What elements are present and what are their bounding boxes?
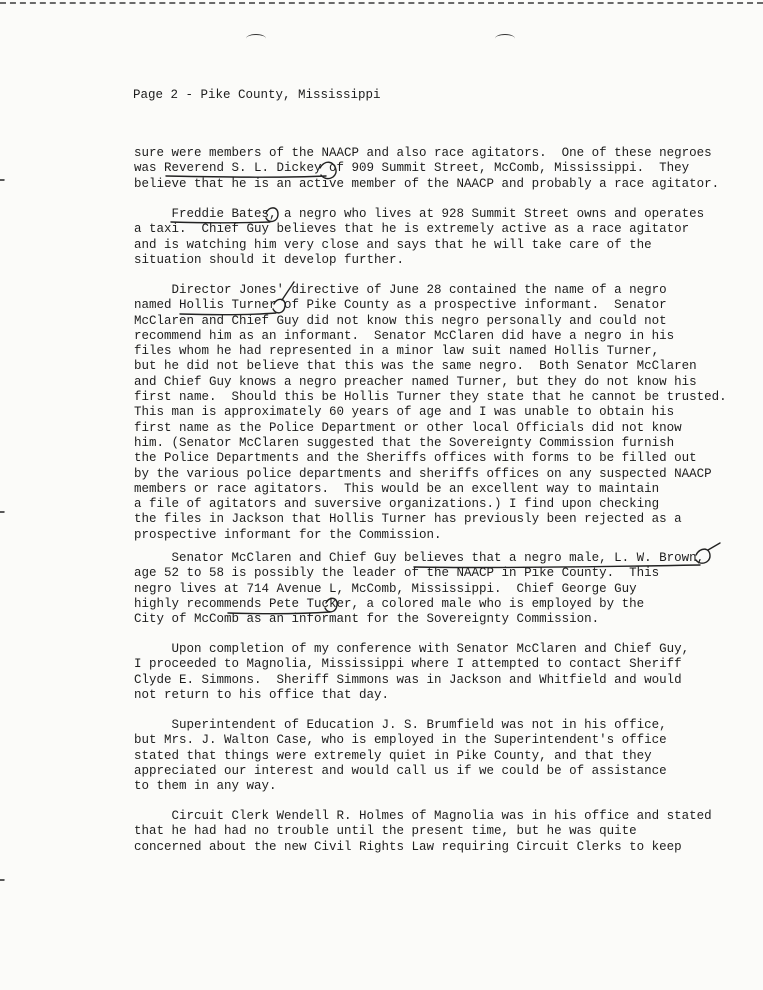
text-line: concerned about the new Civil Rights Law requiring Circuit Clerks to keep: [134, 839, 682, 854]
text-line: I proceeded to Magnolia, Mississippi where I attempted to contact Sheriff: [134, 657, 682, 672]
text-line: a taxi. Chief Guy believes that he is extremely active as a race agitator: [134, 222, 690, 237]
page-header: Page 2 - Pike County, Mississippi: [133, 88, 381, 102]
text-line: situation should it develop further.: [134, 252, 405, 267]
text-line: the files in Jackson that Hollis Turner has previously been rejected as a: [134, 512, 682, 527]
text-line: by the various police departments and sheriffs offices on any suspected NAACP: [134, 466, 712, 481]
text-line: believe that he is an active member of the NAACP and probably a race agitator.: [134, 176, 720, 191]
text-line: but Mrs. J. Walton Case, who is employed in the Superintendent's office: [134, 733, 667, 748]
text-line: him. (Senator McClaren suggested that the Sovereignty Commission furnish: [134, 435, 675, 450]
punch-mark-left: [246, 34, 266, 43]
text-line: Director Jones' directive of June 28 contained the name of a negro: [134, 283, 667, 297]
text-line: Senator McClaren and Chief Guy believes that a negro male, L. W. Brown,: [134, 551, 705, 565]
text-line: was Reverend S. L. Dickey of 909 Summit Street, McComb, Mississippi. They: [134, 161, 690, 176]
text-line: City of McComb as an informant for the Sovereignty Commission.: [134, 612, 600, 627]
text-line: Superintendent of Education J. S. Brumfield was not in his office,: [134, 718, 667, 732]
text-line: not return to his office that day.: [134, 687, 390, 702]
text-line: Clyde E. Simmons. Sheriff Simmons was in Jackson and Whitfield and would: [134, 672, 682, 687]
text-line: prospective informant for the Commission.: [134, 527, 442, 542]
text-line: negro lives at 714 Avenue L, McComb, Mississippi. Chief George Guy: [134, 581, 637, 596]
paragraph-dickey: [134, 146, 719, 192]
text-line: that he had had no trouble until the present time, but he was quite: [134, 824, 637, 839]
text-line: and Chief Guy knows a negro preacher named Turner, but they do not know his: [134, 374, 697, 389]
text-line: files whom he had represented in a minor law suit named Hollis Turner,: [134, 344, 660, 359]
text-line: first name as the Police Department or other local Officials did not know: [134, 420, 682, 435]
text-line: Circuit Clerk Wendell R. Holmes of Magnolia was in his office and stated: [134, 809, 712, 823]
text-line: appreciated our interest and would call us if we could be of assistance: [134, 763, 667, 778]
text-line: Upon completion of my conference with Senator McClaren and Chief Guy,: [134, 642, 690, 656]
text-line: stated that things were extremely quiet in Pike County, and that they: [134, 748, 652, 763]
text-line: recommend him as an informant. Senator McClaren did have a negro in his: [134, 328, 675, 343]
text-line: but he did not believe that this was the same negro. Both Senator McClaren: [134, 359, 697, 374]
text-line: Freddie Bates, a negro who lives at 928 Summit Street owns and operates: [134, 207, 705, 221]
text-line: highly recommends Pete Tucker, a colored male who is employed by the: [134, 596, 645, 611]
paragraph-brown-tucker: [134, 551, 704, 627]
punch-mark-right: [495, 34, 515, 43]
paragraph-turner: [134, 283, 727, 543]
text-line: first name. Should this be Hollis Turner they state that he cannot be trusted.: [134, 390, 727, 405]
paragraph-brumfield: [134, 718, 667, 794]
text-line: named Hollis Turner of Pike County as a prospective informant. Senator: [134, 298, 667, 313]
text-line: a file of agitators and suversive organizations.) I find upon checking: [134, 497, 660, 512]
text-line: This man is approximately 60 years of age and I was unable to obtain his: [134, 405, 675, 420]
text-line: members or race agitators. This would be an excellent way to maintain: [134, 481, 660, 496]
text-line: and is watching him very close and says that he will take care of the: [134, 237, 652, 252]
paragraph-magnolia: [134, 642, 689, 703]
paragraph-bates: [134, 207, 704, 268]
text-line: the Police Departments and the Sheriffs offices with forms to be filled out: [134, 451, 697, 466]
paragraph-holmes: [134, 809, 712, 855]
text-line: age 52 to 58 is possibly the leader of the NAACP in Pike County. This: [134, 566, 660, 581]
text-line: sure were members of the NAACP and also race agitators. One of these negroes: [134, 146, 712, 160]
text-line: to them in any way.: [134, 779, 277, 794]
text-line: McClaren and Chief Guy did not know this negro personally and could not: [134, 313, 667, 328]
perforated-edge: [0, 2, 763, 4]
